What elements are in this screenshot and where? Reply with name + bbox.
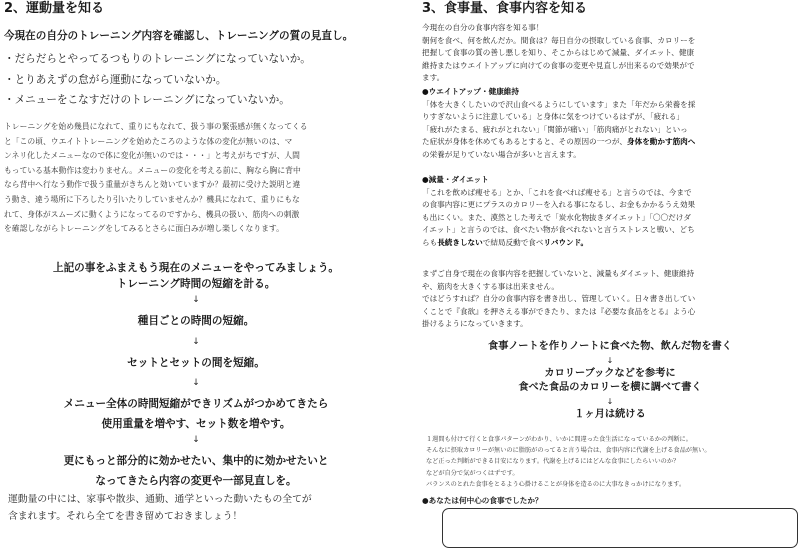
- checklist-item: ・だらだらとやってるつもりのトレーニングになっていないか。: [4, 53, 311, 65]
- paragraph-line: 「疲れがたまる、疲れがとれない」「関節が痛い」「筋肉痛がとれない」といっ: [422, 124, 688, 134]
- down-arrow-icon: ↓: [606, 355, 614, 365]
- emphasis-text: 身体を動かす筋肉へ: [627, 137, 696, 147]
- note-line: などが自分で気がつくはずです。: [426, 469, 519, 477]
- paragraph-line: りすぎないように注意している」と身体に気をつけているはずが、「疲れる」: [422, 112, 684, 122]
- checklist: [4, 49, 311, 111]
- footer-line: 含まれます。それら全てを書き留めておきましょう！: [8, 511, 243, 522]
- paragraph-line: 「これを飲めば痩せる」とか、「これを食べれば痩せる」と言うのでは、今まで: [422, 187, 692, 197]
- paragraph-line: の食事内容に更にプラスのカロリーを入れる事になるし、お金もかかるうえ効果: [422, 200, 696, 210]
- footer-note: [8, 491, 312, 525]
- note-line: バランスのとれた食事をとるよう心掛けることが身体を造るのに大事なきっかけになります。: [426, 480, 686, 488]
- question-label: ●あなたは何中心の食事でしたか？: [422, 496, 543, 505]
- paragraph-line: ンネリ化したメニューなので体に変化が無いのでは・・・」と考えがちですが、人間: [4, 151, 300, 161]
- paragraph-line: を確認しながらトレーニングをしてみるとさらに面白みが増し楽しくなります。: [4, 224, 284, 234]
- text-run: で結局反動で食べ: [482, 237, 544, 247]
- diet-section: [422, 174, 798, 250]
- subsection-heading: ●ウエイトアップ・健康維持: [422, 87, 519, 96]
- paragraph-line: ではどうすれば？自分の食事内容を書き出し、管理していく。日々書き出してい: [422, 294, 696, 304]
- paragraph-line: 掛けるようになっていきます。: [422, 319, 528, 329]
- flow-step: 更にもっと部分的に効かせたい、集中的に効かせたいと: [63, 455, 329, 467]
- intro-paragraph: [422, 22, 798, 85]
- flow-step: メニュー全体の時間短縮ができリズムがつかめてきたら: [63, 398, 329, 410]
- flow-step: トレーニング時間の短縮を計る。: [116, 278, 276, 290]
- paragraph-line: なら背中へ行なう動作で扱う重量がきちんと効いていますか？最初に受けた説明と違: [4, 180, 301, 190]
- paragraph-line: ます。: [422, 73, 445, 83]
- explanation-paragraph: [4, 120, 392, 237]
- down-arrow-icon: ↓: [192, 378, 200, 388]
- paragraph-line: う動き、違う場所に下ろしたり引いたりしていませんか？機具になれて、重りにもな: [4, 194, 300, 204]
- flow-step: セットとセットの間を短縮。: [127, 357, 265, 369]
- paragraph-line: まずご自身で現在の食事内容を把握していないと、減量もダイエット、健康維持: [422, 269, 695, 278]
- paragraph-line: 今現在の自分の食事内容を知る事！: [422, 23, 544, 32]
- food-diary-flow: [420, 340, 800, 422]
- note-line: １週間も付けて行くと食事パターンがわかり、いかに間違った食生活になっているかの判断に。: [426, 436, 692, 443]
- paragraph-line: の栄養が足りていない場合が多いと言えます。: [422, 149, 581, 159]
- checklist-item: ・メニューをこなすだけのトレーニングになっていないか。: [4, 94, 290, 106]
- emphasis-text: リバウンド。: [543, 237, 589, 247]
- flow-step: 食べた食品のカロリーを横に調べて書く: [518, 382, 702, 393]
- note-line: など正った判断ができる目安になります。代謝を上げるにはどんな食事にしたらいいのか？: [426, 458, 680, 466]
- flow-step: 使用重量を増やす、セット数を増やす。: [101, 418, 291, 430]
- paragraph-line: イエット」と言うのでは、食べたい物が食べれないと言うストレスと戦い、どち: [422, 225, 695, 235]
- paragraph-line: くことで『食欲』を押さえる事ができたり、または『必要な食品をとる』よう心: [422, 306, 696, 316]
- answer-box[interactable]: [442, 508, 798, 548]
- weightup-section: [422, 86, 798, 162]
- training-flow: [0, 260, 392, 489]
- management-paragraph: [422, 268, 798, 331]
- flow-step: １ヶ月は続ける: [574, 408, 646, 420]
- paragraph-line: 把握して食事の質の善し悪しを知り、そこからはじめて減量、ダイエット、健康: [422, 48, 695, 58]
- paragraph-line: と「この頃、ウエイトトレーニングを始めたころのような体の変化が無いのは、マ: [4, 136, 293, 146]
- subsection-heading: ●減量・ダイエット: [422, 175, 489, 184]
- flow-step: 種目ごとの時間の短縮。: [137, 315, 255, 327]
- text-run: らも: [422, 237, 438, 247]
- text-run: た症状が身体を休めてもあるとすると、その原因の一つが、: [422, 137, 628, 147]
- emphasis-text: 長続きしない: [437, 237, 483, 247]
- paragraph-line: [422, 237, 798, 250]
- section-heading-exercise: 2、運動量を知る: [4, 1, 105, 16]
- down-arrow-icon: ↓: [606, 396, 614, 406]
- down-arrow-icon: ↓: [192, 337, 200, 347]
- paragraph-line: 「体を大きくしたいので沢山食べるようにしています」また「年だから栄養を採: [422, 99, 696, 109]
- flow-step: 食事ノートを作りノートに食べた物、飲んだ物を書く: [488, 341, 732, 352]
- flow-step: なってきたら内容の変更や一部見直しを。: [95, 475, 297, 487]
- lead-text: 今現在の自分のトレーニング内容を確認し、トレーニングの質の見直し。: [4, 30, 354, 42]
- flow-step: 上記の事をふまえもう現在のメニューをやってみましょう。: [52, 262, 340, 274]
- paragraph-line: も出にくい。また、漠然とした考えで「炭水化物抜きダイエット」「〇〇だけダ: [422, 212, 691, 222]
- flow-step: カロリーブックなどを参考に: [544, 367, 676, 379]
- note-line: そんなに摂取カロリーが無いのに脂肪がのってると言う場合は、食事内容に代謝を上げる食品が無い。: [426, 447, 711, 455]
- paragraph-line: [422, 136, 798, 149]
- down-arrow-icon: ↓: [192, 295, 200, 305]
- paragraph-line: 維持またはウエイトアップに向けての食事の変更や見直しが出来るので効果がで: [422, 60, 695, 70]
- paragraph-line: もっている基本動作は変わりません。メニューの変化を考える前に、胸なら胸に背中: [4, 165, 301, 175]
- section-heading-diet: 3、食事量、食事内容を知る: [422, 1, 588, 16]
- paragraph-line: トレーニングを始め幾員になれて、重りにもなれて、扱う事の緊張感が無くなってくる: [4, 122, 308, 131]
- paragraph-line: 朝何を食べ、何を飲んだか。間食は？毎日自分の摂取している食事、カロリーを: [422, 35, 696, 45]
- checklist-item: ・とりあえずの怠がら運動になっていないか。: [4, 73, 227, 86]
- paragraph-line: や、筋肉を大きくする事は出来ません。: [422, 281, 559, 291]
- down-arrow-icon: ↓: [192, 435, 200, 445]
- footer-line: 運動量の中には、家事や散歩、通勤、通学といった動いたもの全てが: [8, 494, 312, 505]
- paragraph-line: れて、身体がスムーズに動くようになってるのですから、機具の扱い、筋肉への刺激: [4, 209, 300, 219]
- notes-block: [426, 434, 798, 490]
